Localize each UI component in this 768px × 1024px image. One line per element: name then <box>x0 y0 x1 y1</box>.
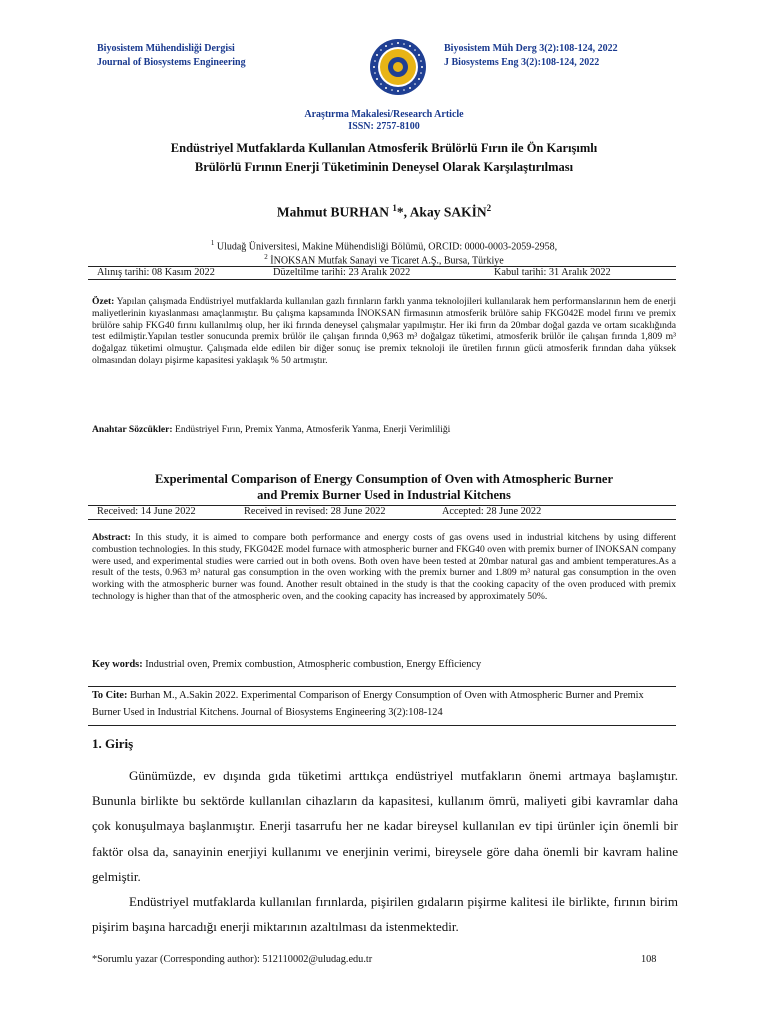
title-english-line-1: Experimental Comparison of Energy Consumption of Oven with Atmospheric Burner <box>155 472 613 486</box>
dates-english <box>88 505 676 518</box>
author-1-name: Mahmut BURHAN <box>276 204 390 220</box>
revised-date-en: Received in revised: 28 June 2022 <box>244 506 386 517</box>
accepted-date-en: Accepted: 28 June 2022 <box>442 506 542 517</box>
body-paragraph-2-text: Endüstriyel mutfaklarda kullanılan fırınlarda, pişirilen gıdaların pişirme kalitesi ile birlikte, fırının birim pişirim başına harcadığı enerji miktarının azaltılması da istenmektedir. <box>92 894 678 935</box>
journal-citation-en: J Biosystems Eng 3(2):108-124, 2022 <box>444 57 600 68</box>
journal-name-tr: Biyosistem Mühendisliği Dergisi <box>97 43 235 54</box>
author-2-name: Akay SAKİN <box>409 204 487 220</box>
issn: ISSN: 2757-8100 <box>348 121 420 132</box>
abstract-turkish-text: Yapılan çalışmada Endüstriyel mutfaklarda kullanılan gazlı fırınların farklı yanma teknolojileri kullanılarak hem performanslarının hem de enerji maliyetlerinin kıyaslanması amaçlanmıştır. Bu çalışma kapsamında İNOKSAN firmasının atmosferik brülöre sahip FKG042E model fırını ve premix brülöre sahip FKG40 fırını kullanılmış olup, her iki fırında deneysel çalışmalar yapılmıştır. Her iki fırın da 20mbar doğal gazda ve ortam sıcaklığında test edilmiştir.Yapılan testler sonucunda premix brülör ile çalışan fırında 0,963 m³ doğalgaz tüketimi, atmosferik brülör ile çalışan fırında 1,809 m³ doğalgaz tüketimi olmuştur. Çalışmada elde edilen bir diğer sonuç ise premix teknoloji ile üretilen fırının gücü atmosferik fırından daha yüksek olmasından dolayı pişirme kapasitesi yaklaşık % 50 artmıştır. <box>92 296 676 366</box>
title-turkish-line-1: Endüstriyel Mutfaklarda Kullanılan Atmosferik Brülörlü Fırın ile Ön Karışımlı <box>170 141 598 155</box>
affiliation-2-text: İNOKSAN Mutfak Sanayi ve Ticaret A.Ş., Bursa, Türkiye <box>267 255 504 267</box>
journal-name-en: Journal of Biosystems Engineering <box>97 57 246 68</box>
journal-seal-icon <box>369 38 427 96</box>
section-heading: 1. Giriş <box>92 736 134 751</box>
keywords-english <box>92 659 676 671</box>
keywords-turkish <box>92 424 676 436</box>
title-english-line-2: and Premix Burner Used in Industrial Kitchens <box>257 488 511 502</box>
body-paragraph-2 <box>92 889 678 939</box>
affiliation-2 <box>0 251 768 267</box>
title-turkish <box>95 139 673 177</box>
article-type: Araştırma Makalesi/Research Article <box>304 109 464 120</box>
abstract-english-label: Abstract: <box>92 532 131 543</box>
journal-citation-block <box>444 42 618 70</box>
keywords-turkish-label: Anahtar Sözcükler: <box>92 424 173 435</box>
received-date-tr: Alınış tarihi: 08 Kasım 2022 <box>97 267 215 278</box>
keywords-turkish-text: Endüstriyel Fırın, Premix Yanma, Atmosferik Yanma, Enerji Verimliliği <box>172 424 451 435</box>
journal-name-block <box>97 42 246 70</box>
abstract-english <box>92 532 676 603</box>
accepted-date-tr: Kabul tarihi: 31 Aralık 2022 <box>494 267 611 278</box>
keywords-english-label: Key words: <box>92 659 143 670</box>
dates-turkish <box>88 266 676 279</box>
author-1-affiliation-mark: 1 <box>392 203 397 213</box>
article-type-block <box>0 109 768 133</box>
keywords-english-text: Industrial oven, Premix combustion, Atmospheric combustion, Energy Efficiency <box>142 659 482 670</box>
authors <box>0 203 768 221</box>
divider-line <box>88 519 676 520</box>
citation-label: To Cite: <box>92 690 128 701</box>
abstract-turkish-label: Özet: <box>92 296 115 307</box>
affiliation-1-mark: 1 <box>210 239 215 247</box>
title-turkish-line-2: Brülörlü Fırının Enerji Tüketiminin Deneysel Olarak Karşılaştırılması <box>194 160 574 174</box>
page-number: 108 <box>641 954 657 965</box>
revised-date-tr: Düzeltilme tarihi: 23 Aralık 2022 <box>273 267 411 278</box>
abstract-turkish <box>92 296 676 367</box>
body-paragraph-1-text: Günümüzde, ev dışında gıda tüketimi arttıkça endüstriyel mutfakların önemi artmaya başlamıştır. Bununla birlikte bu sektörde kullanılan cihazların da kapasitesi, kullanım ömrü, maliyeti gibi kavramlar daha çok konuşulmaya başlanmıştır. Enerji tasarrufu her ne kadar bireysel kullanılan ev tipi ürünler için önemli bir faktör olsa da, sanayinin enerjiyi kullanımı ve enerjinin verimi, bireysele göre daha önemli bir kavram haline gelmiştir. <box>92 768 678 884</box>
journal-citation-tr: Biyosistem Müh Derg 3(2):108-124, 2022 <box>444 43 618 54</box>
corresponding-author-footnote: *Sorumlu yazar (Corresponding author): 512110002@uludag.edu.tr <box>92 954 373 965</box>
affiliation-1-text: Uludağ Üniversitesi, Makine Mühendisliği Bölümü, ORCID: 0000-0003-2059-2958, <box>214 241 558 253</box>
body-paragraph-1 <box>92 763 678 889</box>
divider-line <box>88 279 676 280</box>
received-date-en: Received: 14 June 2022 <box>97 506 196 517</box>
abstract-english-text: In this study, it is aimed to compare both performance and energy costs of gas ovens used in industrial kitchens by using different combustion technologies. In this study, FKG042E model furnace with atmospheric burner and FKG40 oven with premix burner of INOKSAN company were used, and experimental studies were carried out in both ovens. Both oven have been tested at 20mbar natural gas and ambient temperatures.As a result of the tests, 0.963 m³ natural gas consumption in the oven working with the premix burner and 1.809 m³ natural gas consumption in the oven working with the atmospheric burner was found. Another result obtained in the study is that the cooking capacity of the oven produced with premix technology is higher than that of the atmospheric oven, and the cooking capacity has increased by approximately 50%. <box>92 532 676 602</box>
author-1-corresponding-mark: *, <box>396 204 410 220</box>
affiliation-2-mark: 2 <box>264 253 268 261</box>
title-english <box>95 471 673 503</box>
citation-text: Burhan M., A.Sakin 2022. Experimental Comparison of Energy Consumption of Oven with Atmospheric Burner and Premix Burner Used in Industrial Kitchens. Journal of Biosystems Engineering 3(2):108-124 <box>92 690 644 718</box>
citation-box <box>88 686 676 726</box>
author-2-affiliation-mark: 2 <box>486 203 492 213</box>
